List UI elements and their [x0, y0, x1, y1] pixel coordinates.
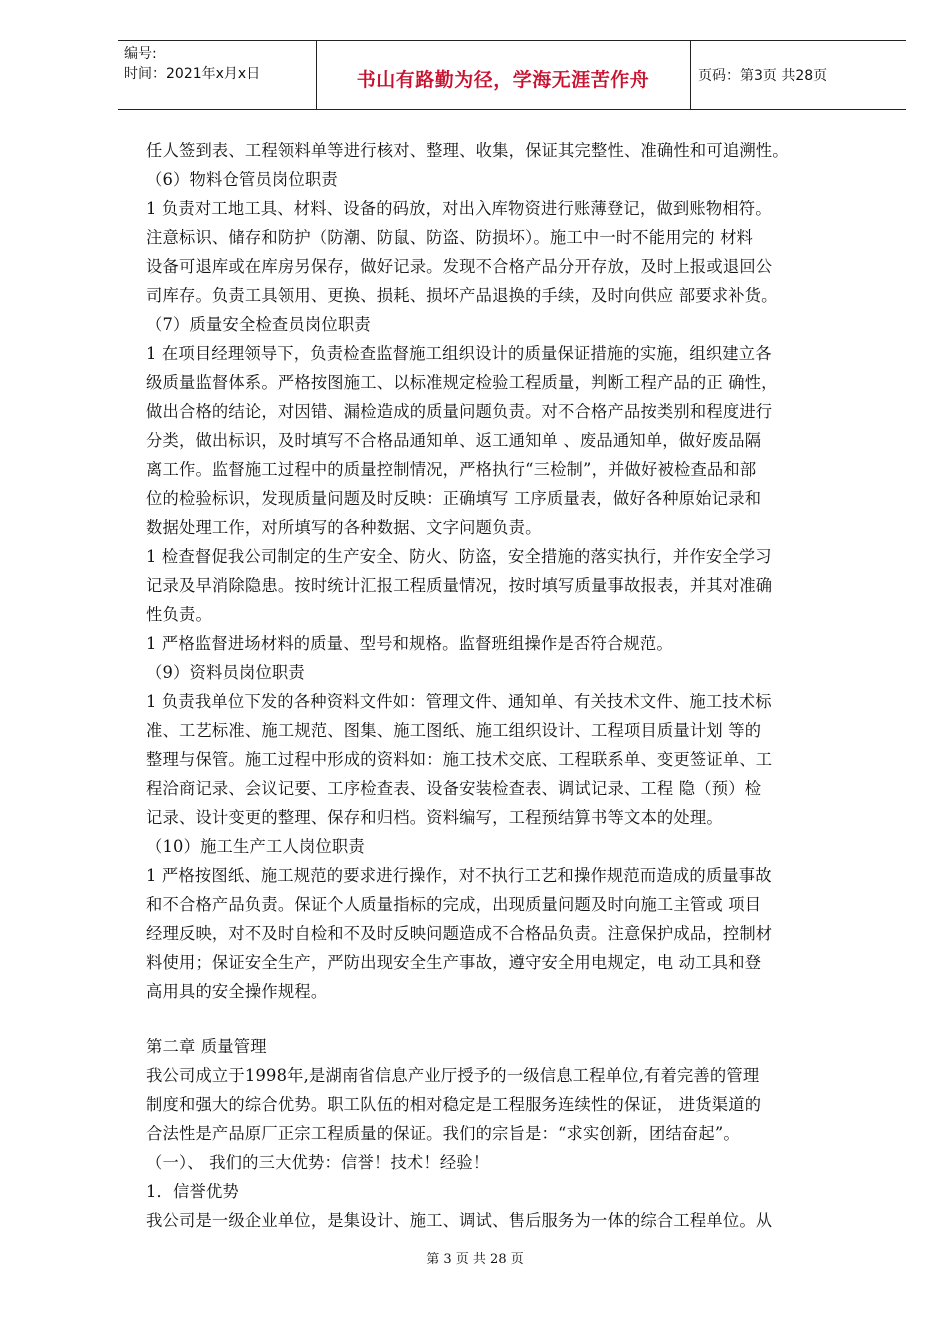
header-motto-cell [316, 41, 691, 109]
body-line: 1 负责我单位下发的各种资料文件如：管理文件、通知单、有关技术文件、施工技术标 [146, 692, 772, 711]
document-body [146, 136, 886, 1235]
body-line: 离工作。监督施工过程中的质量控制情况，严格执行“三检制”，并做好被检查品和部 [146, 460, 757, 479]
body-line: 注意标识、储存和防护（防潮、防鼠、防盗、防损坏）。施工中一时不能用完的 材料 [146, 228, 754, 247]
body-line: 做出合格的结论，对因错、漏检造成的质量问题负责。对不合格产品按类别和程度进行 [146, 402, 773, 421]
section-heading: （10）施工生产工人岗位职责 [146, 837, 365, 856]
body-line: 1 检查督促我公司制定的生产安全、防火、防盗，安全措施的落实执行，并作安全学习 [146, 547, 772, 566]
number-label: 编号: [124, 46, 157, 62]
header-page-info: 页码：第3页 共28页 [698, 68, 828, 84]
body-line: 和不合格产品负责。保证个人质量指标的完成，出现质量问题及时向施工主管或 项目 [146, 895, 762, 914]
body-line: 料使用；保证安全生产，严防出现安全生产事故，遵守安全用电规定，电 动工具和登 [146, 953, 762, 972]
page-footer: 第 3 页 共 28 页 [426, 1252, 524, 1267]
subsection-heading: 1．信誉优势 [146, 1182, 239, 1201]
body-line: 程洽商记录、会议记要、工序检查表、设备安装检查表、调试记录、工程 隐（预）检 [146, 779, 762, 798]
body-line: 记录及早消除隐患。按时统计汇报工程质量情况，按时填写质量事故报表，并其对准确 [146, 576, 773, 595]
body-line: 分类，做出标识，及时填写不合格品通知单、返工通知单 、废品通知单，做好废品隔 [146, 431, 762, 450]
body-line: 准、工艺标准、施工规范、图集、施工图纸、施工组织设计、工程项目质量计划 等的 [146, 721, 762, 740]
body-line: 合法性是产品原厂正宗工程质量的保证。我们的宗旨是：“求实创新，团结奋起”。 [146, 1124, 740, 1143]
paragraph-gap [146, 1006, 886, 1032]
time-label: 时间：2021年x月x日 [124, 66, 261, 82]
body-line: 1 严格监督进场材料的质量、型号和规格。监督班组操作是否符合规范。 [146, 634, 673, 653]
body-line: 我公司是一级企业单位，是集设计、施工、调试、售后服务为一体的综合工程单位。从 [146, 1211, 773, 1230]
chapter-heading: 第二章 质量管理 [146, 1037, 267, 1056]
section-heading: （7）质量安全检查员岗位职责 [146, 315, 371, 334]
body-line: 1 负责对工地工具、材料、设备的码放，对出入库物资进行账薄登记，做到账物相符。 [146, 199, 772, 218]
body-line: 高用具的安全操作规程。 [146, 982, 328, 1001]
body-line: 1 严格按图纸、施工规范的要求进行操作，对不执行工艺和操作规范而造成的质量事故 [146, 866, 772, 885]
header-page-cell [690, 41, 906, 109]
body-line: 数据处理工作，对所填写的各种数据、文字问题负责。 [146, 518, 542, 537]
section-heading: （一）、 我们的三大优势：信誉！技术！经验！ [146, 1153, 490, 1172]
body-line: 司库存。负责工具领用、更换、损耗、损坏产品退换的手续，及时向供应 部要求补货。 [146, 286, 778, 305]
body-line: 性负责。 [146, 605, 212, 624]
header-meta-cell [118, 41, 317, 109]
body-line: 级质量监督体系。严格按图施工、以标准规定检验工程质量，判断工程产品的正 确性， [146, 373, 778, 392]
body-line: 1 在项目经理领导下，负责检查监督施工组织设计的质量保证措施的实施，组织建立各 [146, 344, 772, 363]
body-line: 经理反映，对不及时自检和不及时反映问题造成不合格品负责。注意保护成品，控制材 [146, 924, 773, 943]
body-line: 记录、设计变更的整理、保存和归档。资料编写，工程预结算书等文本的处理。 [146, 808, 723, 827]
section-heading: （9）资料员岗位职责 [146, 663, 305, 682]
body-line: 设备可退库或在库房另保存，做好记录。发现不合格产品分开存放，及时上报或退回公 [146, 257, 773, 276]
body-line: 我公司成立于1998年,是湖南省信息产业厅授予的一级信息工程单位,有着完善的管理 [146, 1066, 760, 1085]
header-motto: 书山有路勤为径，学海无涯苦作舟 [356, 69, 650, 91]
body-line: 制度和强大的综合优势。职工队伍的相对稳定是工程服务连续性的保证， 进货渠道的 [146, 1095, 762, 1114]
section-heading: （6）物料仓管员岗位职责 [146, 170, 338, 189]
body-line: 任人签到表、工程领料单等进行核对、整理、收集，保证其完整性、准确性和可追溯性。 [146, 141, 789, 160]
body-line: 整理与保管。施工过程中形成的资料如：施工技术交底、工程联系单、变更签证单、工 [146, 750, 773, 769]
body-line: 位的检验标识，发现质量问题及时反映：正确填写 工序质量表，做好各种原始记录和 [146, 489, 762, 508]
page-header [118, 40, 906, 110]
